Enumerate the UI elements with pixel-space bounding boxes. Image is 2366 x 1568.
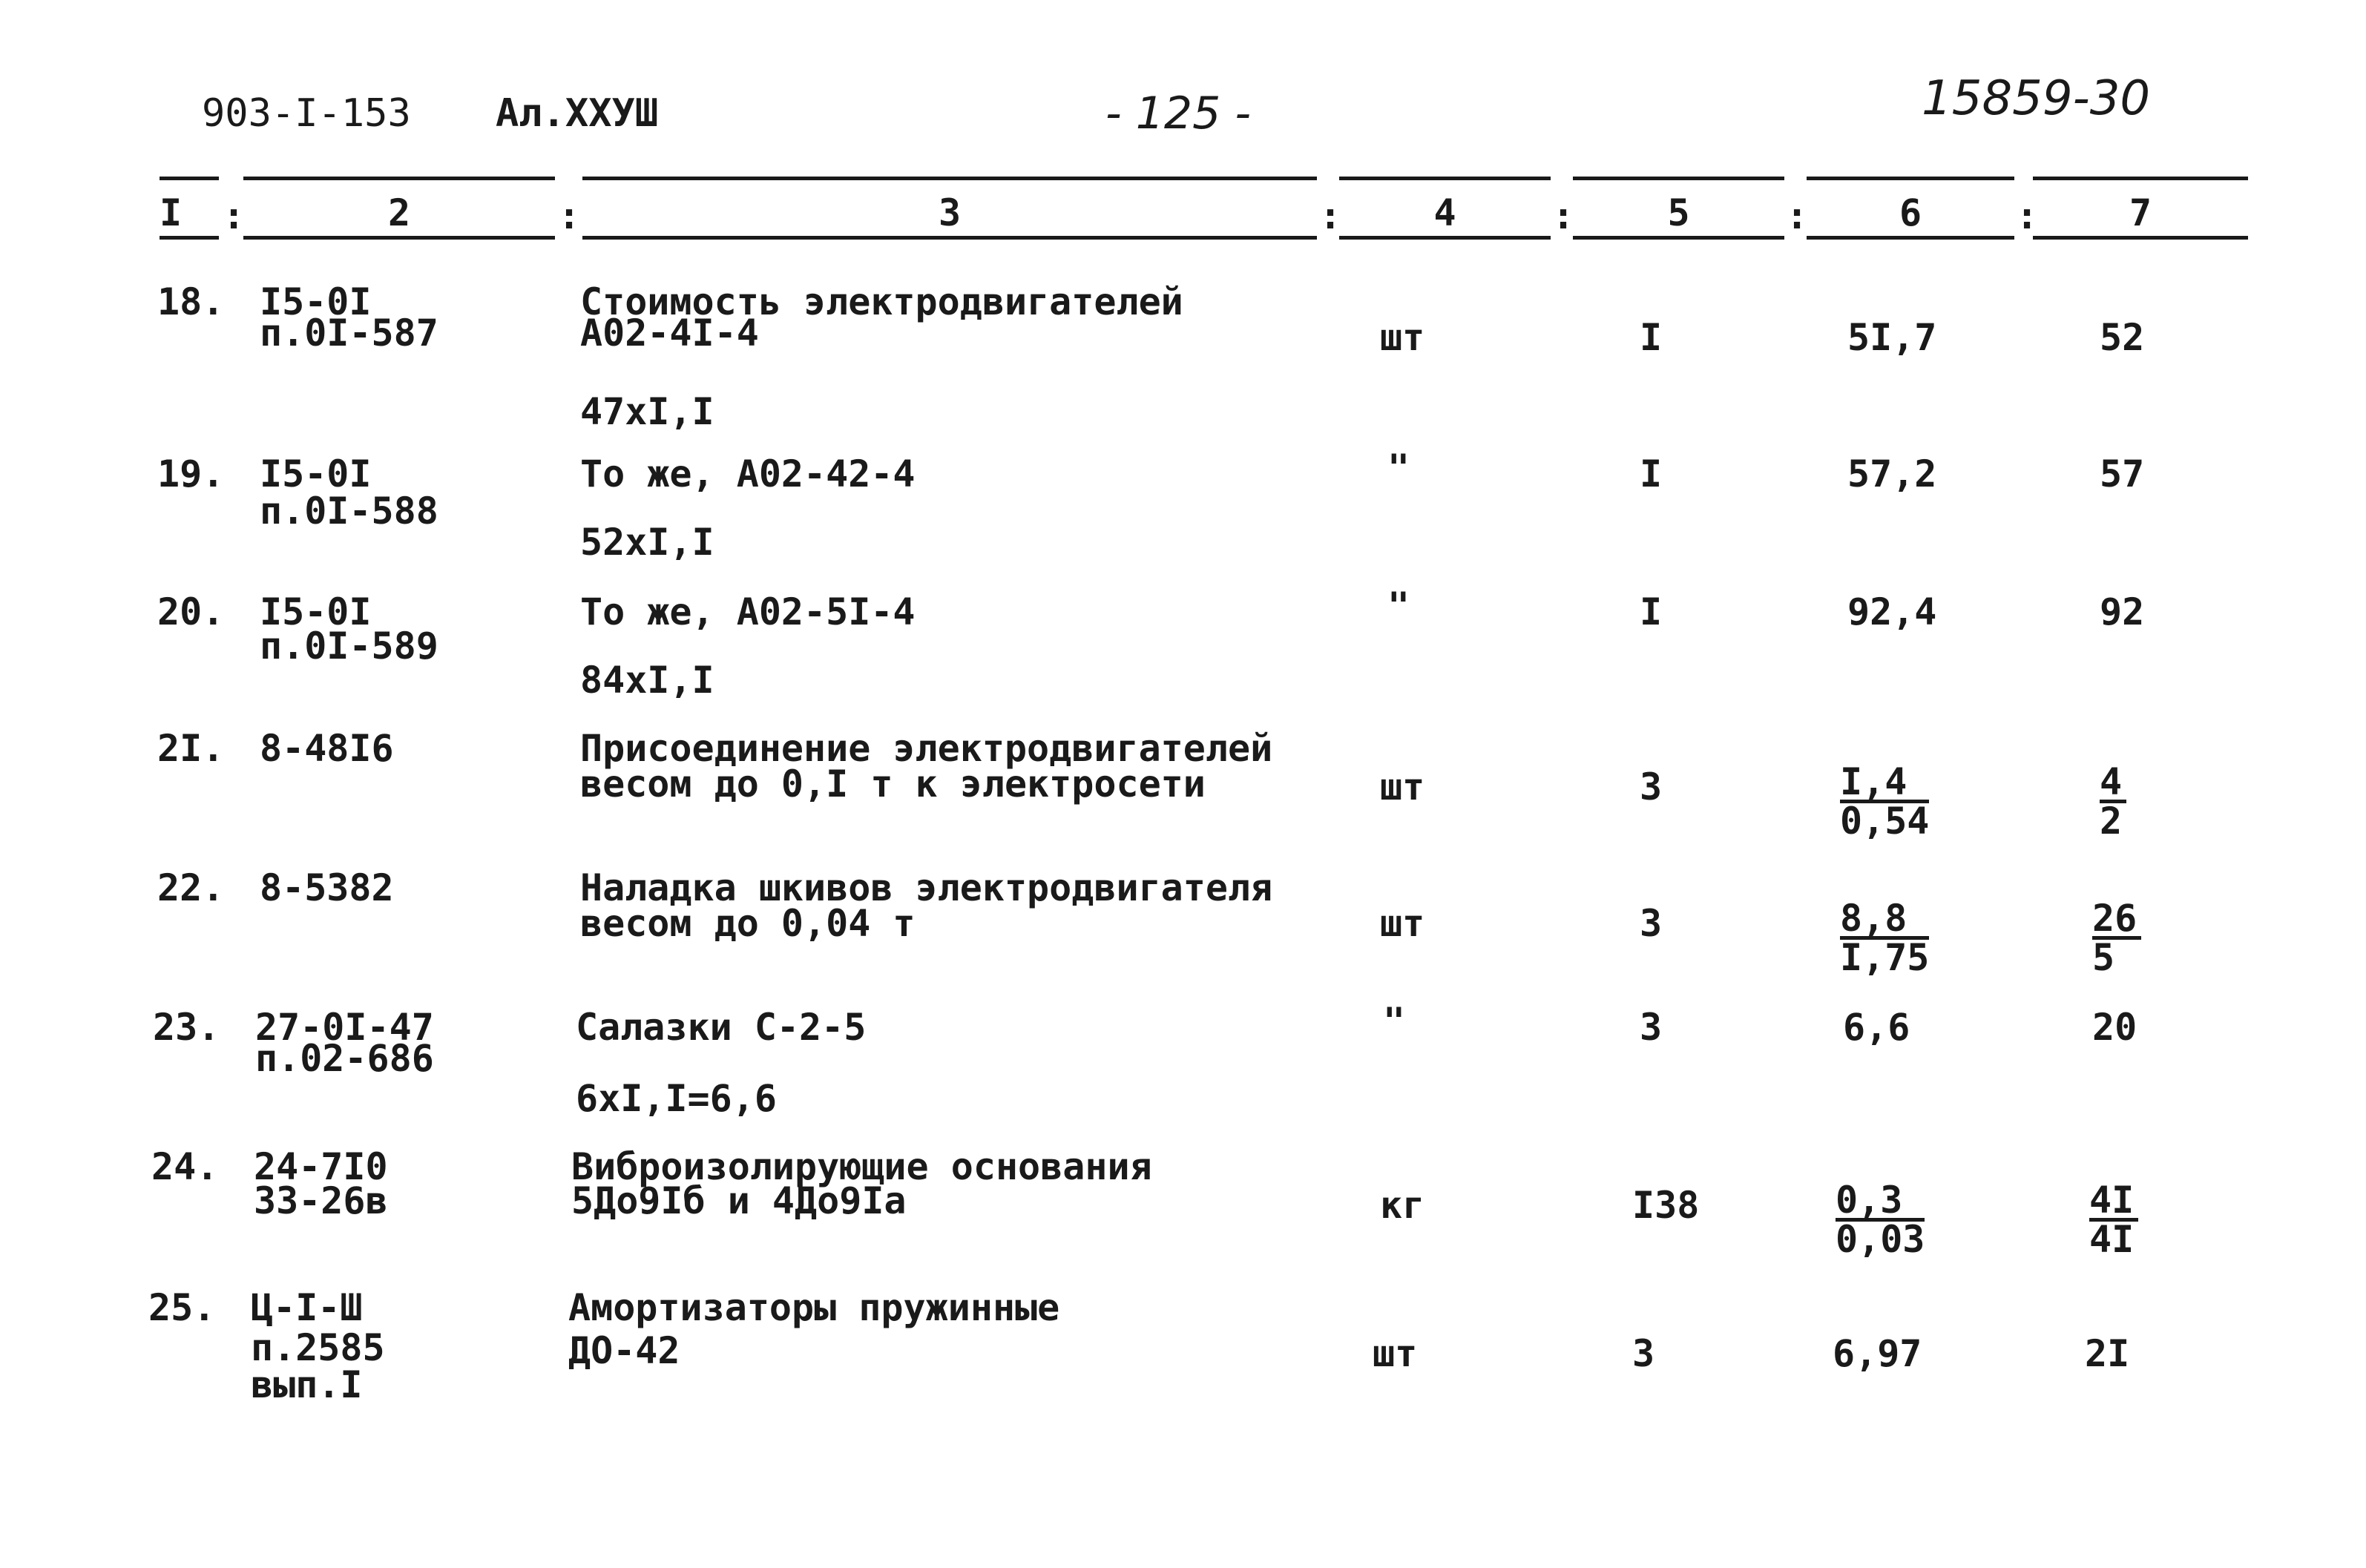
row-total: 57 bbox=[2100, 452, 2145, 495]
row-code: 8-48I6 bbox=[260, 727, 394, 770]
archive-stamp-number: 15859-30 bbox=[1922, 71, 2151, 126]
row-quantity: I bbox=[1640, 316, 1663, 359]
row-description: ДО-42 bbox=[568, 1329, 680, 1372]
row-quantity: 3 bbox=[1632, 1332, 1655, 1375]
row-code: I5-0I bbox=[260, 280, 372, 323]
row-quantity: I38 bbox=[1632, 1184, 1700, 1227]
row-number: 18. bbox=[157, 280, 225, 323]
row-formula: 84хI,I bbox=[580, 659, 714, 702]
total-denominator: 2 bbox=[2100, 800, 2123, 843]
row-unit: " bbox=[1387, 584, 1410, 627]
total-numerator: 4I bbox=[2089, 1182, 2138, 1222]
row-description: 5До9Iб и 4До9Iа bbox=[571, 1179, 907, 1222]
row-number: 24. bbox=[151, 1145, 219, 1188]
row-code: I5-0I bbox=[260, 452, 372, 495]
row-number: 22. bbox=[157, 866, 225, 909]
column-header-5: 5 bbox=[1667, 191, 1690, 234]
price-numerator: I,4 bbox=[1840, 764, 1929, 803]
row-code: п.0I-588 bbox=[260, 490, 438, 533]
row-code: 27-0I-47 bbox=[255, 1006, 434, 1049]
column-separator: : bbox=[1552, 194, 1575, 237]
page-number: - 125 - bbox=[1105, 88, 1251, 139]
column-header-7: 7 bbox=[2129, 191, 2152, 234]
row-description: Амортизаторы пружинные bbox=[568, 1286, 1060, 1329]
price-denominator: 0,03 bbox=[1836, 1218, 1925, 1261]
document-code: 903-I-153 bbox=[202, 91, 411, 136]
row-quantity: 3 bbox=[1640, 1006, 1663, 1049]
price-numerator: 8,8 bbox=[1840, 900, 1929, 940]
column-header-2: 2 bbox=[387, 191, 411, 234]
row-description: весом до 0,04 т bbox=[580, 902, 916, 945]
column-header-6: 6 bbox=[1899, 191, 1922, 234]
row-number: 19. bbox=[157, 452, 225, 495]
row-price: 6,97 bbox=[1833, 1332, 1922, 1375]
row-code: п.2585 bbox=[251, 1326, 385, 1369]
row-quantity: 3 bbox=[1640, 765, 1663, 808]
price-denominator: 0,54 bbox=[1840, 800, 1930, 843]
column-separator: : bbox=[223, 194, 246, 237]
row-unit: " bbox=[1383, 1000, 1406, 1043]
column-separator: : bbox=[2016, 194, 2039, 237]
row-code: вып.I bbox=[251, 1363, 363, 1406]
row-description: А02-4I-4 bbox=[580, 312, 759, 355]
row-formula: 47хI,I bbox=[580, 390, 714, 433]
row-price: 6,6 bbox=[1843, 1006, 1910, 1049]
row-total-fraction bbox=[2092, 897, 2141, 979]
column-header-4: 4 bbox=[1433, 191, 1456, 234]
column-separator: : bbox=[1319, 194, 1342, 237]
column-separator: : bbox=[1786, 194, 1809, 237]
row-total-fraction bbox=[2089, 1179, 2138, 1261]
total-numerator: 4 bbox=[2100, 764, 2126, 803]
row-price-fraction bbox=[1836, 1179, 1925, 1261]
total-denominator: 4I bbox=[2089, 1218, 2135, 1261]
column-separator: : bbox=[558, 194, 581, 237]
row-code: Ц-I-Ш bbox=[251, 1286, 363, 1329]
row-description: Виброизолирующие основания bbox=[571, 1145, 1152, 1188]
row-code: п.02-686 bbox=[255, 1037, 434, 1080]
row-quantity: I bbox=[1640, 590, 1663, 633]
row-formula: 52хI,I bbox=[580, 521, 714, 564]
row-code: п.0I-589 bbox=[260, 625, 438, 668]
row-code: I5-0I bbox=[260, 590, 372, 633]
row-total: 92 bbox=[2100, 590, 2145, 633]
row-price-fraction bbox=[1840, 760, 1930, 843]
row-unit: шт bbox=[1380, 316, 1425, 359]
row-formula: 6хI,I=6,6 bbox=[576, 1077, 777, 1120]
row-quantity: I bbox=[1640, 452, 1663, 495]
row-unit: шт bbox=[1380, 902, 1425, 945]
row-description: То же, А02-5I-4 bbox=[580, 590, 916, 633]
row-code: 24-7I0 bbox=[254, 1145, 388, 1188]
price-denominator: I,75 bbox=[1840, 936, 1930, 979]
column-header-3: 3 bbox=[938, 191, 962, 234]
total-numerator: 26 bbox=[2092, 900, 2141, 940]
row-quantity: 3 bbox=[1640, 902, 1663, 945]
row-total: 2I bbox=[2085, 1332, 2130, 1375]
row-description: Салазки С-2-5 bbox=[576, 1006, 867, 1049]
row-number: 20. bbox=[157, 590, 225, 633]
row-price-fraction bbox=[1840, 897, 1930, 979]
row-number: 2I. bbox=[157, 727, 225, 770]
row-code: 33-26в bbox=[254, 1179, 388, 1222]
row-unit: шт bbox=[1373, 1332, 1418, 1375]
row-unit: кг bbox=[1380, 1184, 1425, 1227]
column-header-1: I bbox=[160, 191, 183, 234]
row-price: 5I,7 bbox=[1847, 316, 1937, 359]
row-total: 52 bbox=[2100, 316, 2145, 359]
price-numerator: 0,3 bbox=[1836, 1182, 1925, 1222]
row-price: 92,4 bbox=[1847, 590, 1937, 633]
row-unit: шт bbox=[1380, 765, 1425, 808]
row-code: п.0I-587 bbox=[260, 312, 438, 355]
row-description: весом до 0,I т к электросети bbox=[580, 762, 1206, 806]
row-total-fraction bbox=[2100, 760, 2126, 843]
row-code: 8-5382 bbox=[260, 866, 394, 909]
total-denominator: 5 bbox=[2092, 936, 2115, 979]
row-description: Наладка шкивов электродвигателя bbox=[580, 866, 1273, 909]
row-description: Присоединение электродвигателей bbox=[580, 727, 1273, 770]
row-number: 23. bbox=[153, 1006, 220, 1049]
row-description: То же, А02-42-4 bbox=[580, 452, 916, 495]
row-unit: " bbox=[1387, 447, 1410, 490]
row-price: 57,2 bbox=[1847, 452, 1937, 495]
row-total: 20 bbox=[2092, 1006, 2137, 1049]
row-description: Стоимость электродвигателей bbox=[580, 280, 1183, 323]
row-number: 25. bbox=[148, 1286, 216, 1329]
album-label: Ал.ХХУШ bbox=[496, 91, 659, 136]
